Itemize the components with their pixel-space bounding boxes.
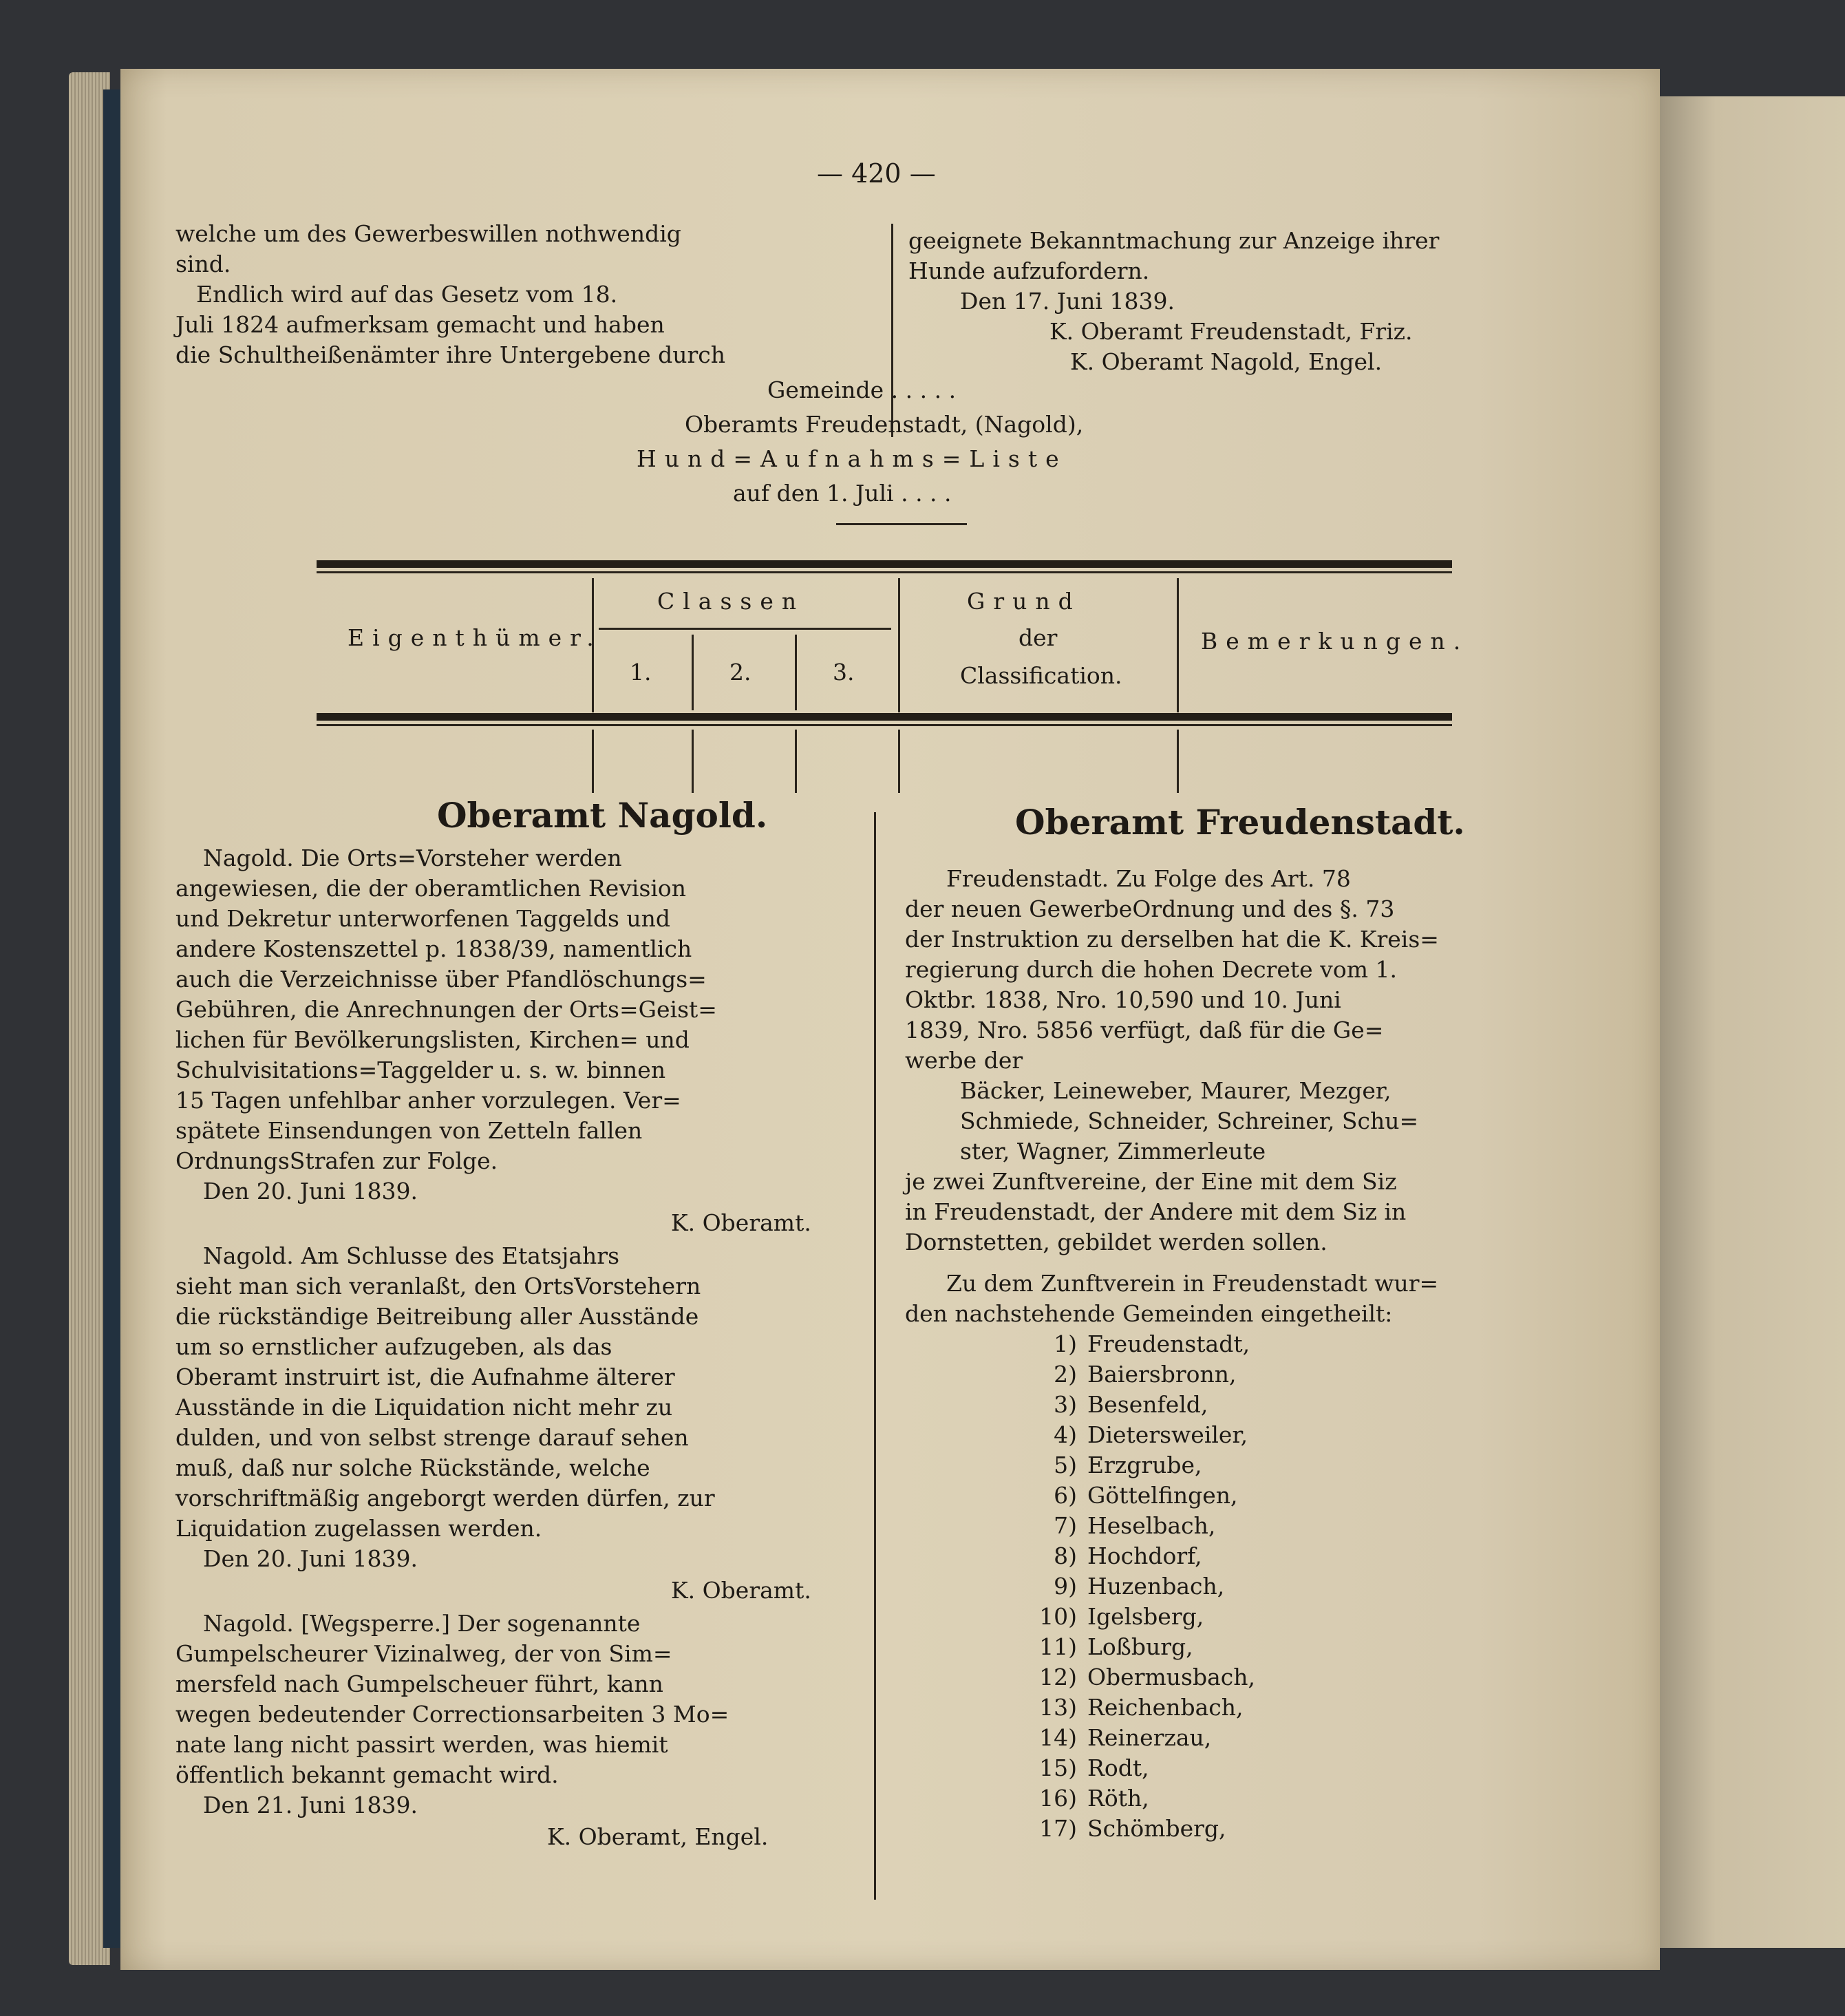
page-number: — 420 —	[817, 158, 936, 189]
text-line: Bäcker, Leineweber, Maurer, Mezger,	[960, 1077, 1391, 1104]
intro-left-line: welche um des Gewerbeswillen nothwendig	[175, 220, 681, 247]
list-item: Schömberg,	[1087, 1815, 1226, 1842]
list-item: Göttelfingen,	[1087, 1482, 1238, 1509]
list-item: Obermusbach,	[1087, 1664, 1255, 1690]
intro-left-line: Juli 1824 aufmerksam gemacht und haben	[175, 311, 665, 338]
form-title-line: Gemeinde . . . . .	[767, 376, 957, 403]
list-item-number: 10)	[1039, 1603, 1077, 1630]
text-line: mersfeld nach Gumpelscheuer führt, kann	[175, 1670, 663, 1697]
list-item: Loßburg,	[1087, 1633, 1193, 1660]
text-line: Schulvisitations=Taggelder u. s. w. binnen	[175, 1057, 666, 1083]
facing-page-edge	[1660, 96, 1845, 1948]
table-header-class-2: 2.	[729, 659, 751, 686]
list-item: Freudenstadt,	[1087, 1330, 1250, 1357]
list-item-number: 2)	[1054, 1361, 1077, 1388]
text-line: OrdnungsStrafen zur Folge.	[175, 1147, 498, 1174]
text-line: muß, daß nur solche Rückstände, welche	[175, 1454, 650, 1481]
list-item: Röth,	[1087, 1785, 1149, 1812]
table-col-line	[795, 635, 797, 710]
list-item: Igelsberg,	[1087, 1603, 1204, 1630]
list-item: Hochdorf,	[1087, 1542, 1202, 1569]
table-col-line	[795, 730, 797, 793]
text-line: in Freudenstadt, der Andere mit dem Siz in	[905, 1198, 1407, 1225]
text-line: Oktbr. 1838, Nro. 10,590 und 10. Juni	[905, 986, 1341, 1013]
intro-left-line: die Schultheißenämter ihre Untergebene durch	[175, 341, 725, 368]
list-item: Besenfeld,	[1087, 1391, 1208, 1418]
text-line: Gumpelscheurer Vizinalweg, der von Sim=	[175, 1640, 672, 1667]
text-line: je zwei Zunftvereine, der Eine mit dem Siz	[905, 1168, 1397, 1195]
table-header-remarks: Bemerkungen.	[1201, 628, 1469, 655]
text-line: Den 21. Juni 1839.	[203, 1792, 418, 1818]
signature-line: K. Oberamt, Engel.	[547, 1823, 769, 1850]
table-header-owner: Eigenthümer.	[348, 624, 602, 651]
text-line: andere Kostenszettel p. 1838/39, namentlich	[175, 935, 692, 962]
list-item-number: 17)	[1039, 1815, 1077, 1842]
form-title-line: Oberamts Freudenstadt, (Nagold),	[685, 411, 1084, 438]
list-item: Reinerzau,	[1087, 1724, 1212, 1751]
signature-line: K. Oberamt.	[671, 1209, 811, 1236]
table-header-class-1: 1.	[630, 659, 652, 686]
text-line: der Instruktion zu derselben hat die K. Kreis=	[905, 926, 1439, 953]
text-line: Nagold. Am Schlusse des Etatsjahrs	[203, 1242, 620, 1269]
table-top-thin-rule	[317, 571, 1452, 573]
text-line: Schmiede, Schneider, Schreiner, Schu=	[960, 1107, 1419, 1134]
table-col-line	[1177, 730, 1179, 793]
text-line: Nagold. [Wegsperre.] Der sogenannte	[203, 1610, 641, 1637]
intro-right-line: K. Oberamt Freudenstadt, Friz.	[1049, 318, 1413, 345]
table-col-line	[692, 635, 694, 710]
text-line: auch die Verzeichnisse über Pfandlöschungs=	[175, 966, 707, 993]
text-line: spätete Einsendungen von Zetteln fallen	[175, 1117, 643, 1144]
table-header-bottom-rule	[317, 713, 1452, 721]
text-line: Nagold. Die Orts=Vorsteher werden	[203, 845, 622, 871]
text-line: sieht man sich veranlaßt, den OrtsVorstehern	[175, 1273, 701, 1299]
list-item-number: 11)	[1039, 1633, 1077, 1660]
text-line: lichen für Bevölkerungslisten, Kirchen= und	[175, 1026, 690, 1053]
text-line: den nachstehende Gemeinden eingetheilt:	[905, 1300, 1393, 1327]
text-line: regierung durch die hohen Decrete vom 1.	[905, 956, 1397, 983]
table-top-rule	[317, 560, 1452, 568]
list-item: Rodt,	[1087, 1754, 1149, 1781]
list-item-number: 9)	[1054, 1573, 1077, 1600]
text-line: 1839, Nro. 5856 verfügt, daß für die Ge=	[905, 1017, 1384, 1043]
text-line: Zu dem Zunftverein in Freudenstadt wur=	[946, 1270, 1439, 1297]
text-line: Liquidation zugelassen werden.	[175, 1515, 542, 1542]
text-line: vorschriftmäßig angeborgt werden dürfen, zur	[175, 1485, 715, 1511]
list-item: Baiersbronn,	[1087, 1361, 1237, 1388]
text-line: Ausstände in die Liquidation nicht mehr zu	[175, 1394, 673, 1421]
intro-right-line: Den 17. Juni 1839.	[960, 288, 1175, 315]
signature-line: K. Oberamt.	[671, 1577, 811, 1604]
table-header-classes: Classen	[657, 588, 805, 615]
list-item-number: 16)	[1039, 1785, 1077, 1812]
text-line: der neuen GewerbeOrdnung und des §. 73	[905, 895, 1395, 922]
list-item: Erzgrube,	[1087, 1452, 1202, 1478]
list-item-number: 6)	[1054, 1482, 1077, 1509]
text-line: ster, Wagner, Zimmerleute	[960, 1138, 1266, 1165]
list-item: Heselbach,	[1087, 1512, 1216, 1539]
table-col-line	[592, 730, 594, 793]
list-item-number: 5)	[1054, 1452, 1077, 1478]
text-line: und Dekretur unterworfenen Taggelds und	[175, 905, 671, 932]
form-title-line: auf den 1. Juli . . . .	[733, 480, 952, 507]
intro-right-line: Hunde aufzufordern.	[908, 257, 1150, 284]
title-rule	[836, 523, 967, 525]
table-col-line	[898, 578, 900, 712]
list-item-number: 13)	[1039, 1694, 1077, 1721]
list-item: Dietersweiler,	[1087, 1421, 1248, 1448]
text-line: die rückständige Beitreibung aller Ausstände	[175, 1303, 699, 1330]
form-title-line: Hund=Aufnahms=Liste	[637, 445, 1067, 472]
text-line: wegen bedeutender Correctionsarbeiten 3 Mo=	[175, 1701, 729, 1728]
text-line: Den 20. Juni 1839.	[203, 1545, 418, 1572]
list-item-number: 8)	[1054, 1542, 1077, 1569]
text-line: werbe der	[905, 1047, 1023, 1074]
text-line: Gebühren, die Anrechnungen der Orts=Geist=	[175, 996, 717, 1023]
table-classes-rule	[599, 628, 891, 630]
table-header-reason: Classification.	[960, 662, 1122, 689]
list-item-number: 4)	[1054, 1421, 1077, 1448]
table-col-line	[898, 730, 900, 793]
column-divider	[874, 812, 876, 1900]
table-header-reason: Grund	[967, 588, 1081, 615]
text-line: Freudenstadt. Zu Folge des Art. 78	[946, 865, 1351, 892]
intro-right-line: geeignete Bekanntmachung zur Anzeige ihrer	[908, 227, 1440, 254]
text-line: Dornstetten, gebildet werden sollen.	[905, 1229, 1327, 1255]
list-item-number: 14)	[1039, 1724, 1077, 1751]
text-line: um so ernstlicher aufzugeben, als das	[175, 1333, 612, 1360]
intro-left-line: sind.	[175, 251, 231, 277]
section-heading: Oberamt Nagold.	[437, 795, 768, 836]
list-item-number: 1)	[1054, 1330, 1077, 1357]
list-item: Reichenbach,	[1087, 1694, 1244, 1721]
table-col-line	[1177, 578, 1179, 712]
list-item-number: 3)	[1054, 1391, 1077, 1418]
text-line: nate lang nicht passirt werden, was hiemit	[175, 1731, 668, 1758]
book-cover-edge	[103, 89, 122, 1948]
text-line: öffentlich bekannt gemacht wird.	[175, 1761, 559, 1788]
list-item-number: 15)	[1039, 1754, 1077, 1781]
text-line: dulden, und von selbst strenge darauf sehen	[175, 1424, 689, 1451]
intro-left-line: Endlich wird auf das Gesetz vom 18.	[196, 281, 618, 308]
text-line: Den 20. Juni 1839.	[203, 1178, 418, 1205]
table-header-bottom-thin-rule	[317, 724, 1452, 726]
text-line: Oberamt instruirt ist, die Aufnahme älterer	[175, 1364, 675, 1390]
list-item: Huzenbach,	[1087, 1573, 1225, 1600]
list-item-number: 12)	[1039, 1664, 1077, 1690]
book-page	[120, 69, 1660, 1970]
table-header-class-3: 3.	[833, 659, 855, 686]
table-col-line	[692, 730, 694, 793]
intro-right-line: K. Oberamt Nagold, Engel.	[1070, 348, 1383, 375]
list-item-number: 7)	[1054, 1512, 1077, 1539]
text-line: angewiesen, die der oberamtlichen Revision	[175, 875, 687, 902]
section-heading: Oberamt Freudenstadt.	[1015, 802, 1465, 842]
table-header-reason: der	[1019, 624, 1058, 651]
text-line: 15 Tagen unfehlbar anher vorzulegen. Ver=	[175, 1087, 681, 1114]
